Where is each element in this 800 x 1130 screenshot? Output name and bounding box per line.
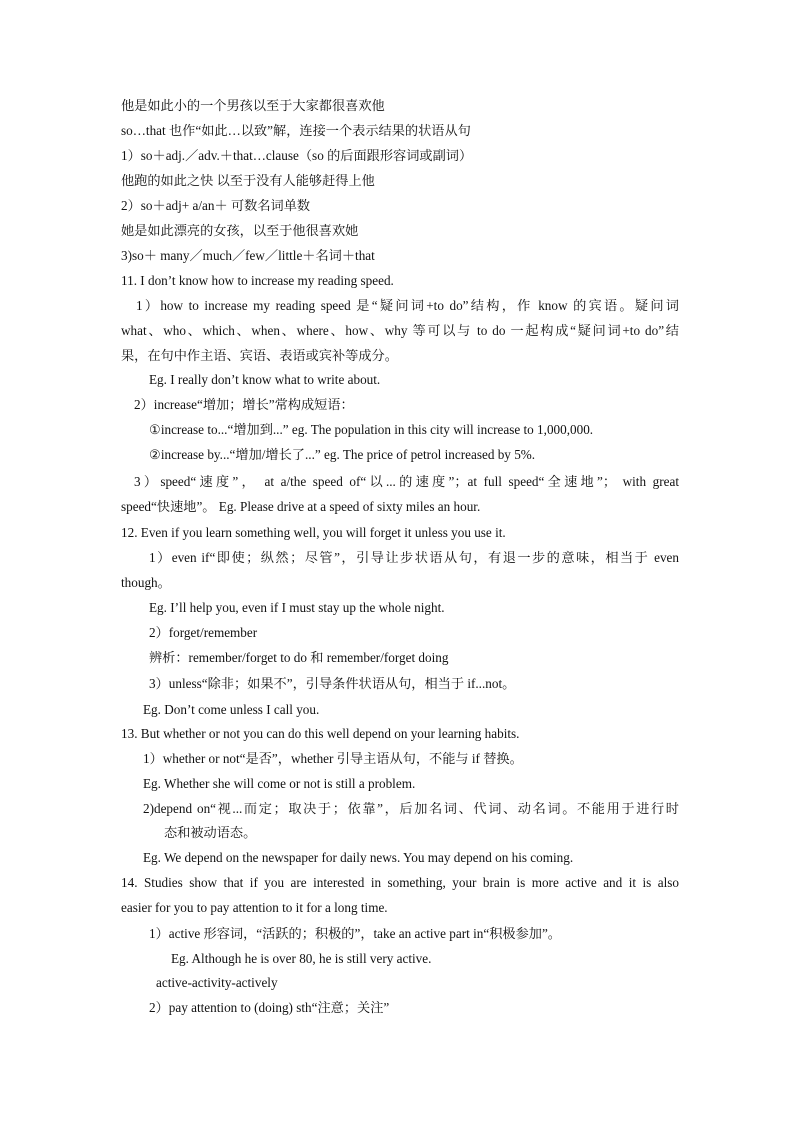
text-line: 2）increase“增加；增长”常构成短语： (134, 397, 354, 412)
text-line: what、who、which、when、where、how、why 等可以与 to do 一起构成“疑问词+to do”结 (121, 323, 679, 338)
text-line: speed“快速地”。 Eg. Please drive at a speed of sixty miles an hour. (121, 499, 481, 514)
text-line: Eg. I really don’t know what to write about. (149, 372, 381, 387)
text-line: 2)depend on“视...而定；取决于；依靠”，后加名词、代词、动名词。不能用于进行时 (143, 801, 679, 816)
text-line: though。 (121, 575, 171, 590)
text-line: 她是如此漂亮的女孩，以至于他很喜欢她 (121, 223, 359, 238)
text-line: 13. But whether or not you can do this well depend on your learning habits. (121, 726, 520, 741)
text-line: 1）whether or not“是否”，whether 引导主语从句，不能与 if 替换。 (143, 751, 523, 766)
text-line: ①increase to...“增加到...” eg. The population in this city will increase to 1,000,000. (149, 422, 594, 437)
text-line: 1）so＋adj.／adv.＋that…clause（so 的后面跟形容词或副词） (121, 148, 473, 163)
text-line: 1）active 形容词，“活跃的；积极的”，take an active part in“积极参加”。 (149, 926, 561, 941)
text-line: 12. Even if you learn something well, you will forget it unless you use it. (121, 525, 506, 540)
text-line: 14. Studies show that if you are interested in something, your brain is more active and it is also (121, 875, 679, 890)
text-line: Eg. Although he is over 80, he is still very active. (171, 951, 432, 966)
text-line: 3)so＋ many／much／few／little＋名词＋that (121, 248, 375, 263)
text-line: 2）pay attention to (doing) sth“注意；关注” (149, 1000, 390, 1015)
text-line: 2）forget/remember (149, 625, 258, 640)
text-line: 11. I don’t know how to increase my reading speed. (121, 273, 394, 288)
text-line: easier for you to pay attention to it for a long time. (121, 900, 388, 915)
text-line: 1）even if“即使；纵然；尽管”，引导让步状语从句，有退一步的意味，相当于 even (149, 550, 679, 565)
text-line: 他跑的如此之快 以至于没有人能够赶得上他 (121, 173, 375, 188)
text-line: 3）unless“除非；如果不”，引导条件状语从句，相当于 if...not。 (149, 676, 516, 691)
text-line: active-activity-actively (156, 975, 278, 990)
text-line: 他是如此小的一个男孩以至于大家都很喜欢他 (121, 98, 385, 113)
text-line: Eg. Whether she will come or not is still a problem. (143, 776, 416, 791)
text-line: Eg. Don’t come unless I call you. (143, 702, 320, 717)
text-line: 态和被动语态。 (164, 825, 257, 840)
text-line: 3）speed“速度”， at a/the speed of“以...的速度”；at full speed“全速地”； with great (134, 474, 679, 489)
text-line: 果，在句中作主语、宾语、表语或宾补等成分。 (121, 348, 398, 363)
text-line: so…that 也作“如此…以致”解，连接一个表示结果的状语从句 (121, 123, 471, 138)
text-line: Eg. I’ll help you, even if I must stay up the whole night. (149, 600, 445, 615)
text-line: 2）so＋adj+ a/an＋ 可数名词单数 (121, 198, 311, 213)
text-line: 辨析：remember/forget to do 和 remember/forget doing (149, 650, 449, 665)
text-line: Eg. We depend on the newspaper for daily news. You may depend on his coming. (143, 850, 574, 865)
text-line: ②increase by...“增加/增长了...” eg. The price of petrol increased by 5%. (149, 447, 536, 462)
text-line: 1）how to increase my reading speed 是“疑问词+to do”结构，作 know 的宾语。疑问词 (136, 298, 679, 313)
